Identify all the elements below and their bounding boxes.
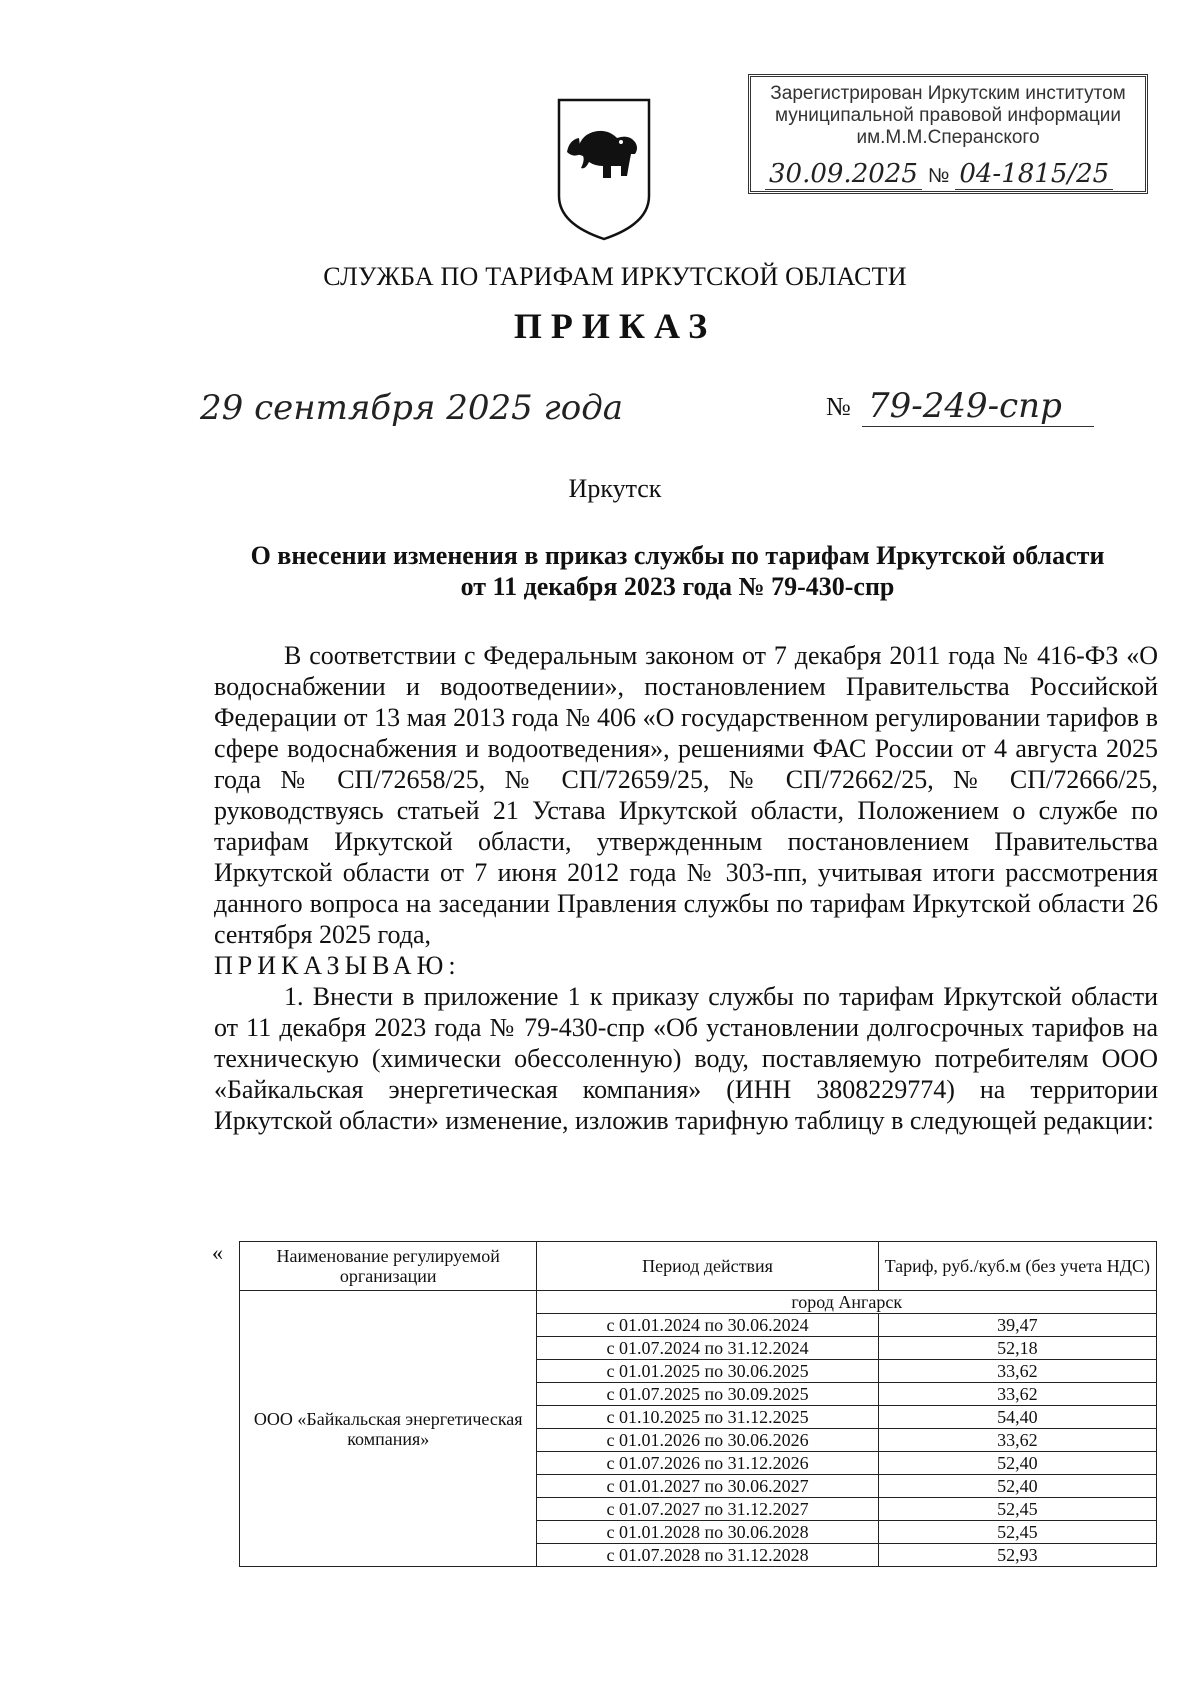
document-number-label: №: [826, 392, 851, 421]
stamp-number: 04-1815/25: [955, 159, 1113, 190]
organization-name: СЛУЖБА ПО ТАРИФАМ ИРКУТСКОЙ ОБЛАСТИ: [323, 262, 907, 291]
stamp-handwritten: [765, 159, 1135, 189]
table-open-quote: «: [212, 1240, 223, 1265]
city-cell: город Ангарск: [537, 1291, 1157, 1314]
period-cell: с 01.01.2028 по 30.06.2028: [537, 1521, 878, 1544]
header-period: Период действия: [537, 1242, 878, 1291]
tariff-cell: 52,45: [878, 1521, 1156, 1544]
order-word: ПРИКАЗЫВАЮ:: [214, 951, 461, 980]
document-number: 79-249-спр: [862, 386, 1094, 427]
header-tariff: Тариф, руб./куб.м (без учета НДС): [878, 1242, 1156, 1291]
tariff-cell: 52,93: [878, 1544, 1156, 1567]
tariff-cell: 33,62: [878, 1360, 1156, 1383]
document-type: ПРИКАЗ: [513, 306, 717, 346]
period-cell: с 01.01.2027 по 30.06.2027: [537, 1475, 878, 1498]
tariff-cell: 52,40: [878, 1475, 1156, 1498]
table-city-row: [240, 1291, 1157, 1314]
preamble-paragraph: В соответствии с Федеральным законом от 7 декабря 2011 года № 416-ФЗ «О водоснабжении и водоотведении», постановлением Правительства Российской Федерации от 13 мая 2013 года № 406 «О государственном регулировании тарифов в сфере водоснабжения и водоотведения», решениями ФАС России от 4 августа 2025 года № СП/72658/25, № СП/72659/25, № СП/72662/25, № СП/72666/25, руководствуясь статьей 21 Устава Иркутской области, Положением о службе по тарифам Иркутской области, утвержденным постановлением Правительства Иркутской области от 7 июня 2012 года № 303-пп, учитывая итоги рассмотрения данного вопроса на заседании Правления службы по тарифам Иркутской области 26 сентября 2025 года,: [214, 641, 1158, 949]
stamp-date: 30.09.2025: [765, 159, 922, 190]
document-subject: [200, 540, 1155, 602]
tariff-cell: 52,45: [878, 1498, 1156, 1521]
coat-of-arms-icon: [555, 96, 653, 241]
period-cell: с 01.07.2027 по 31.12.2027: [537, 1498, 878, 1521]
header-organization: Наименование регулируемой организации: [240, 1242, 537, 1291]
stamp-line-3: им.М.М.Сперанского: [856, 127, 1040, 148]
document-city: Иркутск: [568, 474, 662, 503]
period-cell: с 01.01.2026 по 30.06.2026: [537, 1429, 878, 1452]
period-cell: с 01.07.2026 по 31.12.2026: [537, 1452, 878, 1475]
registration-stamp: [748, 74, 1148, 194]
tariff-cell: 52,40: [878, 1452, 1156, 1475]
document-date: 29 сентября 2025 года: [200, 388, 624, 428]
item-1-paragraph: 1. Внести в приложение 1 к приказу службы по тарифам Иркутской области от 11 декабря 2023 года № 79-430-спр «Об установлении долгосрочных тарифов на техническую (химически обессоленную) воду, поставляемую потребителям ООО «Байкальская энергетическая компания» (ИНН 3808229774) на территории Иркутской области» изменение, изложив тарифную таблицу в следующей редакции:: [214, 982, 1158, 1135]
tariff-cell: 33,62: [878, 1383, 1156, 1406]
period-cell: с 01.10.2025 по 31.12.2025: [537, 1406, 878, 1429]
period-cell: с 01.07.2028 по 31.12.2028: [537, 1544, 878, 1567]
subject-line-1: О внесении изменения в приказ службы по тарифам Иркутской области: [250, 541, 1105, 570]
organization-cell: ООО «Байкальская энергетическая компания»: [240, 1291, 537, 1567]
stamp-no-label: №: [927, 165, 950, 187]
period-cell: с 01.01.2024 по 30.06.2024: [537, 1314, 878, 1337]
tariff-cell: 39,47: [878, 1314, 1156, 1337]
period-cell: с 01.07.2025 по 30.09.2025: [537, 1383, 878, 1406]
period-cell: с 01.07.2024 по 31.12.2024: [537, 1337, 878, 1360]
document-body: [214, 640, 1158, 1136]
subject-line-2: от 11 декабря 2023 года № 79-430-спр: [460, 572, 895, 601]
coat-of-arms: [555, 96, 653, 241]
stamp-line-1: Зарегистрирован Иркутским институтом: [770, 83, 1126, 104]
tariff-cell: 54,40: [878, 1406, 1156, 1429]
tariff-table: [239, 1241, 1157, 1567]
tariff-cell: 52,18: [878, 1337, 1156, 1360]
tariff-cell: 33,62: [878, 1429, 1156, 1452]
table-header-row: [240, 1242, 1157, 1291]
stamp-line-2: муниципальной правовой информации: [775, 105, 1121, 126]
period-cell: с 01.01.2025 по 30.06.2025: [537, 1360, 878, 1383]
